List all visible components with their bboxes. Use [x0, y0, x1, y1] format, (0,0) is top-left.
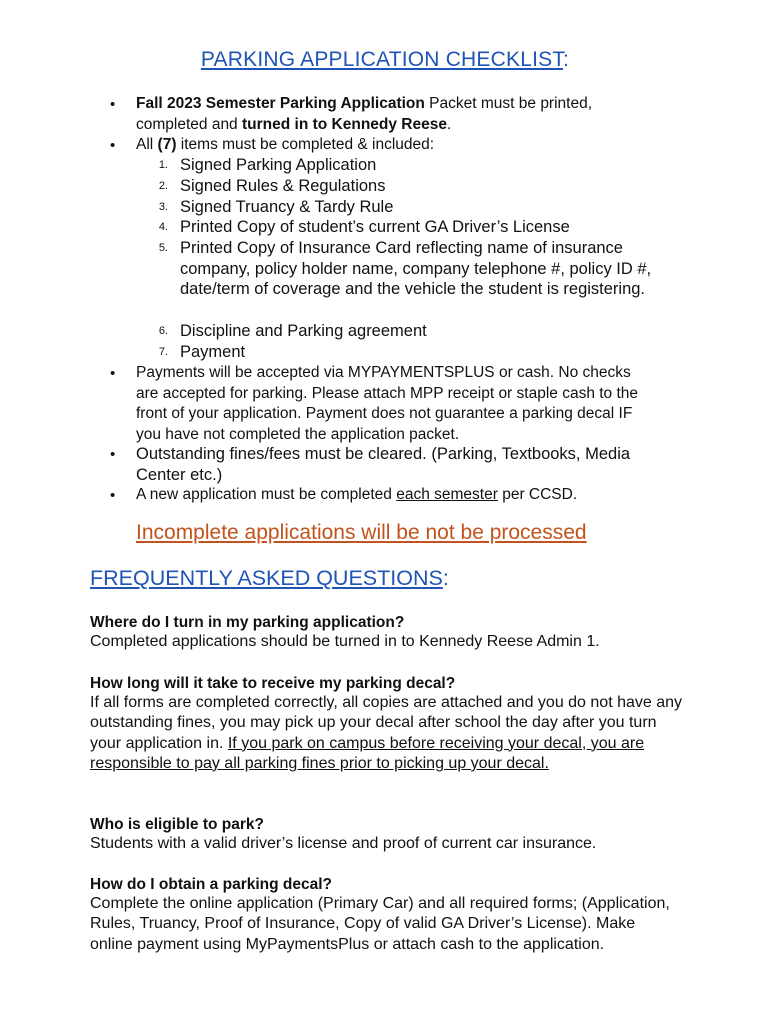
- item-number: 1.: [158, 159, 168, 171]
- item-number: 5.: [158, 242, 168, 254]
- item-number: 2.: [158, 180, 168, 192]
- checklist-bullet-payment: Payments will be accepted via MYPAYMENTSPLUS or cash. No checks are accepted for parking. Please attach MPP receipt or staple cash to the front of your application. Payment does not guarantee a parking decal IF you have not completed the application packet.: [136, 364, 639, 443]
- checklist-item: Signed Truancy & Tardy Rule: [180, 198, 394, 216]
- faq-question: How do I obtain a parking decal?: [90, 876, 332, 893]
- checklist-item: Discipline and Parking agreement: [180, 322, 427, 340]
- checklist-item: Printed Copy of student’s current GA Driver’s License: [180, 218, 570, 236]
- checklist-item: Printed Copy of Insurance Card reflecting name of insurance company, policy holder name, company telephone #, policy ID #, date/term of coverage and the vehicle the student is registering.: [180, 239, 652, 299]
- checklist-bullet-fines: Outstanding fines/fees must be cleared. (Parking, Textbooks, Media Center etc.): [136, 445, 631, 484]
- item-number: 7.: [158, 346, 168, 358]
- checklist-title: PARKING APPLICATION CHECKLIST:: [200, 48, 570, 71]
- bullet-marker: •: [110, 137, 116, 154]
- item-number: 3.: [158, 201, 168, 213]
- bullet-marker: •: [110, 446, 116, 463]
- incomplete-warning: Incomplete applications will be not be processed: [136, 521, 587, 544]
- checklist-bullet-semester: A new application must be completed each semester per CCSD.: [136, 486, 578, 503]
- item-number: 4.: [158, 221, 168, 233]
- item-number: 6.: [158, 325, 168, 337]
- checklist-item: Signed Parking Application: [180, 156, 377, 174]
- checklist-item: Payment: [180, 343, 246, 361]
- checklist-bullet-packet: Fall 2023 Semester Parking Application Packet must be printed, completed and turned in to Kennedy Reese.: [136, 95, 593, 133]
- faq-title: FREQUENTLY ASKED QUESTIONS:: [90, 566, 449, 590]
- faq-answer: If all forms are completed correctly, all copies are attached and you do not have any outstanding fines, you may pick up your decal after school the day after you turn your application in. If you park on campus before receiving your decal, you are responsible to pay all parking fines prior to picking up your decal.: [90, 694, 683, 772]
- checklist-bullet-items: All (7) items must be completed & included:: [136, 136, 435, 153]
- faq-question: Who is eligible to park?: [90, 816, 264, 833]
- checklist-item: Signed Rules & Regulations: [180, 177, 386, 195]
- bullet-marker: •: [110, 96, 116, 113]
- faq-answer: Completed applications should be turned in to Kennedy Reese Admin 1.: [90, 633, 600, 650]
- bullet-marker: •: [110, 365, 116, 382]
- faq-answer: Complete the online application (Primary Car) and all required forms; (Application, Rules, Truancy, Proof of Insurance, Copy of valid GA Driver’s License). Make online payment using MyPaymentsPlus or attach cash to the application.: [90, 895, 670, 953]
- faq-question: Where do I turn in my parking application?: [90, 614, 405, 631]
- faq-question: How long will it take to receive my parking decal?: [90, 675, 456, 692]
- bullet-marker: •: [110, 487, 116, 504]
- faq-answer: Students with a valid driver’s license and proof of current car insurance.: [90, 835, 597, 852]
